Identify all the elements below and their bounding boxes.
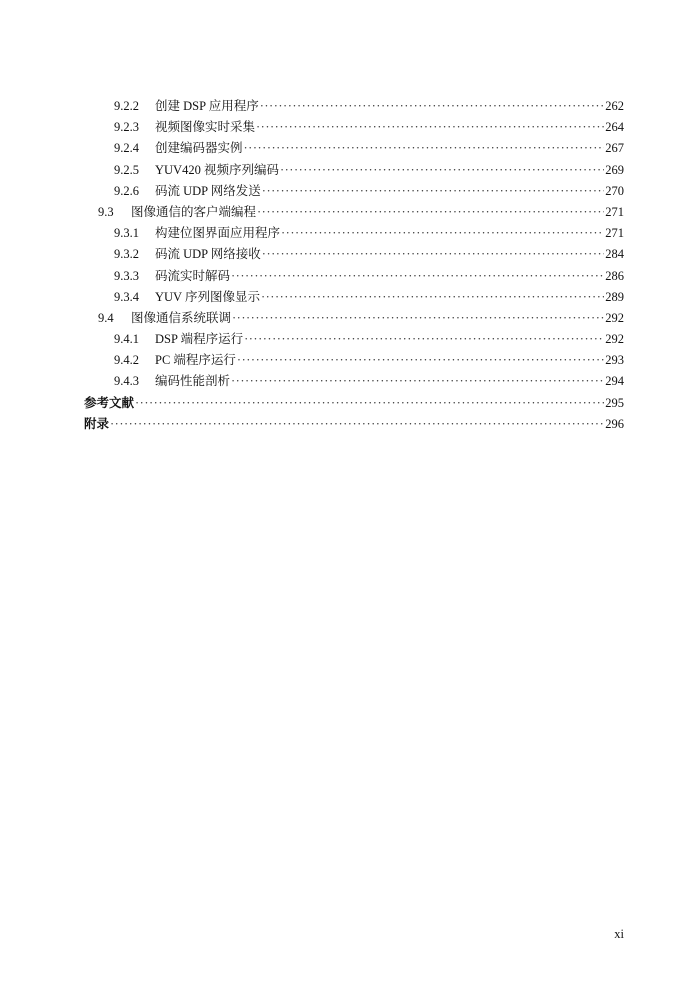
toc-entry-title: 创建 DSP 应用程序 xyxy=(155,99,259,113)
toc-entry-title: 视频图像实时采集 xyxy=(155,120,256,135)
toc-entry-title: 图像通信系统联调 xyxy=(131,310,232,325)
toc-entry-9-3-2[interactable] xyxy=(84,244,624,265)
toc-dot-leader xyxy=(135,393,604,414)
toc-entry-number: 9.3.4 xyxy=(114,289,139,304)
toc-entry-number: 9.2.4 xyxy=(114,141,139,156)
toc-dot-leader xyxy=(262,244,604,265)
toc-entry-9-3[interactable] xyxy=(84,202,624,223)
toc-entry-number: 9.3.3 xyxy=(114,268,139,283)
toc-entry-9-2-4[interactable] xyxy=(84,138,624,159)
toc-entry-number: 9.2.6 xyxy=(114,183,139,198)
toc-entry-9-2-3[interactable] xyxy=(84,117,624,138)
toc-entry-page: 296 xyxy=(605,416,624,431)
toc-entry-title: YUV420 视频序列编码 xyxy=(155,162,279,177)
toc-dot-leader xyxy=(281,223,604,244)
toc-entry-page: 262 xyxy=(605,99,624,113)
toc-entry-9-2-5[interactable] xyxy=(84,160,624,181)
toc-entry-title: 构建位图界面应用程序 xyxy=(155,226,281,241)
toc-entry-title: 编码性能剖析 xyxy=(155,374,231,389)
toc-entry-page: 292 xyxy=(605,332,624,347)
toc-entry-9-3-4[interactable] xyxy=(84,287,624,308)
toc-entry-title: 参考文献 xyxy=(84,395,135,410)
toc-entry-9-3-1[interactable] xyxy=(84,223,624,244)
toc-entry-title: 码流 UDP 网络发送 xyxy=(155,183,261,198)
toc-entry-9-4-1[interactable] xyxy=(84,329,624,350)
toc-dot-leader xyxy=(244,329,604,350)
toc-dot-leader xyxy=(260,96,605,117)
toc-dot-leader xyxy=(280,160,604,181)
toc-entry-appendix[interactable] xyxy=(84,414,624,435)
toc-dot-leader xyxy=(231,371,604,392)
toc-entry-9-2-2[interactable] xyxy=(84,96,624,117)
toc-entry-page: 284 xyxy=(605,247,624,262)
toc-entry-title: YUV 序列图像显示 xyxy=(155,289,260,304)
toc-entry-9-4-3[interactable] xyxy=(84,371,624,392)
toc-entry-page: 271 xyxy=(605,204,624,219)
toc-entry-9-4[interactable] xyxy=(84,308,624,329)
toc-entry-page: 295 xyxy=(605,395,624,410)
page-folio: xi xyxy=(614,927,624,941)
toc-entry-page: 289 xyxy=(605,289,624,304)
toc-dot-leader xyxy=(231,266,604,287)
toc-entry-page: 264 xyxy=(605,120,624,135)
toc-entry-9-4-2[interactable] xyxy=(84,350,624,371)
toc-entry-page: 294 xyxy=(605,374,624,389)
toc-entry-page: 286 xyxy=(605,268,624,283)
toc-entry-page: 292 xyxy=(605,310,624,325)
toc-dot-leader xyxy=(110,414,604,435)
toc-dot-leader xyxy=(244,138,605,159)
toc-entry-title: 附录 xyxy=(84,416,110,431)
toc-entry-page: 270 xyxy=(605,183,624,198)
toc-entry-number: 9.3.2 xyxy=(114,247,139,262)
toc-entry-9-3-3[interactable] xyxy=(84,266,624,287)
toc-entry-page: 271 xyxy=(605,226,624,241)
toc-dot-leader xyxy=(257,202,604,223)
toc-dot-leader xyxy=(261,287,604,308)
toc-entry-9-2-6[interactable] xyxy=(84,181,624,202)
toc-entry-number: 9.4.2 xyxy=(114,353,139,368)
toc-entry-number: 9.4.1 xyxy=(114,332,139,347)
toc-entry-number: 9.2.5 xyxy=(114,162,139,177)
toc-entry-title: DSP 端程序运行 xyxy=(155,332,244,347)
toc-entry-page: 269 xyxy=(605,162,624,177)
toc-entry-page: 267 xyxy=(605,141,624,156)
toc-entry-title: PC 端程序运行 xyxy=(155,353,236,368)
toc-entry-number: 9.4.3 xyxy=(114,374,139,389)
toc-entry-number: 9.3 xyxy=(98,204,114,219)
toc-entry-number: 9.2.2 xyxy=(114,99,139,113)
toc-entry-number: 9.4 xyxy=(98,310,114,325)
toc-entry-title: 码流实时解码 xyxy=(155,268,231,283)
toc-dot-leader xyxy=(232,308,604,329)
toc-entry-number: 9.3.1 xyxy=(114,226,139,241)
toc-entry-title: 创建编码器实例 xyxy=(155,141,243,156)
toc-entry-references[interactable] xyxy=(84,393,624,414)
toc-entry-number: 9.2.3 xyxy=(114,120,139,135)
toc-dot-leader xyxy=(262,181,604,202)
toc-dot-leader xyxy=(256,117,604,138)
table-of-contents xyxy=(84,96,624,435)
toc-entry-page: 293 xyxy=(605,353,624,368)
toc-dot-leader xyxy=(237,350,604,371)
toc-entry-title: 码流 UDP 网络接收 xyxy=(155,247,261,262)
toc-entry-title: 图像通信的客户端编程 xyxy=(131,204,257,219)
